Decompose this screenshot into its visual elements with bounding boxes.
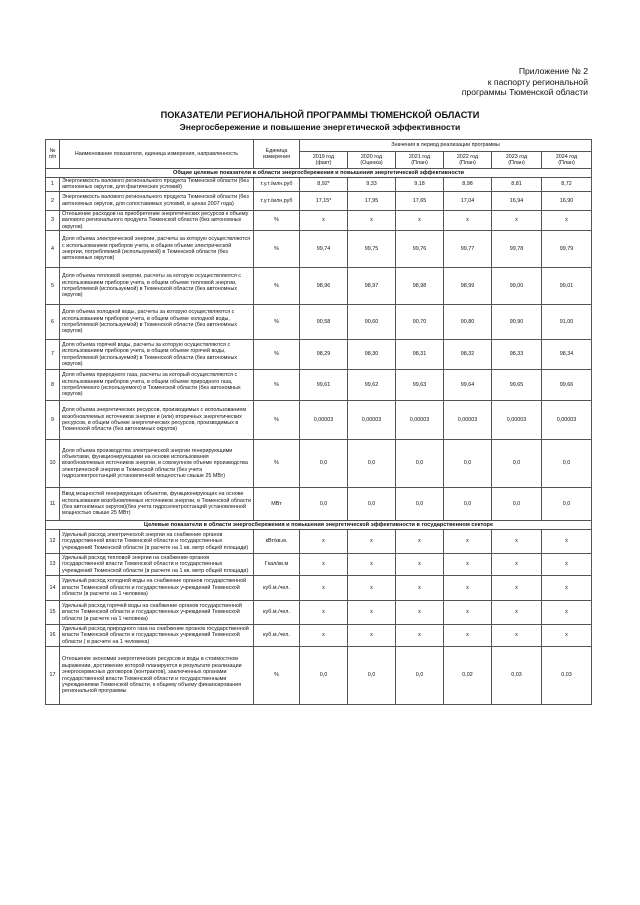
- indicator-value: x: [444, 530, 492, 554]
- table-row: [46, 440, 592, 488]
- indicator-value: 98,32: [444, 340, 492, 370]
- indicator-value: 0,0: [396, 440, 444, 488]
- indicator-name: Удельный расход природного газа на снабжение органов государственной власти Тюменской области и государственных учреждений Тюменской области ( в расчете на 1 человека): [60, 625, 254, 647]
- indicator-value: 0,0: [348, 488, 396, 521]
- indicator-value: 0,0: [542, 440, 592, 488]
- indicator-unit: кВт/кв.м.: [254, 530, 300, 554]
- indicator-value: 98,31: [396, 340, 444, 370]
- indicator-name: Удельный расход горячей воды на снабжение органов государственной власти Тюменской области и государственных учреждений Тюменской области (в расчете на 1 человека): [60, 601, 254, 625]
- indicator-value: x: [300, 530, 348, 554]
- indicator-value: x: [300, 576, 348, 601]
- section-header: [46, 521, 592, 530]
- row-number: 14: [46, 576, 60, 601]
- table-row: [46, 401, 592, 440]
- indicator-value: 99,65: [492, 370, 542, 401]
- indicator-name: Отношение расходов на приобретение энергетических ресурсов к объему валового регионального продукта Тюменской области (без автономных округов): [60, 210, 254, 230]
- indicator-value: x: [542, 210, 592, 230]
- indicator-name: Удельный расход тепловой энергии на снабжение органов государственной власти Тюменской области и государственных учреждений Тюменской области (в расчете на 1 кв. метр общей площади): [60, 554, 254, 576]
- indicator-value: 99,66: [542, 370, 592, 401]
- indicator-value: 0,0: [396, 647, 444, 705]
- indicator-value: x: [396, 576, 444, 601]
- table-row: [46, 647, 592, 705]
- table-row: [46, 601, 592, 625]
- section-header: [46, 169, 592, 178]
- indicator-value: 0,00003: [444, 401, 492, 440]
- table-row: [46, 268, 592, 305]
- section-title: Общие целевые показатели в области энергосбережения и повышения энергетической эффективности: [46, 169, 592, 178]
- table-row: [46, 576, 592, 601]
- indicator-value: x: [542, 625, 592, 647]
- row-number: 9: [46, 401, 60, 440]
- indicator-name: Удельный расход холодной воды на снабжение органов государственной власти Тюменской области и государственных учреждений Тюменской области (в расчете на 1 человека): [60, 576, 254, 601]
- indicator-value: 0,0: [300, 647, 348, 705]
- indicator-value: x: [444, 210, 492, 230]
- indicator-value: x: [348, 625, 396, 647]
- header-year-note: (Оценка): [360, 160, 383, 166]
- indicator-value: x: [492, 530, 542, 554]
- indicator-value: x: [542, 530, 592, 554]
- indicator-name: Доля объема природного газа, расчеты за который осуществляются с использованием приборов учета, в общем объеме природного газа, потребляемого (используемого) в Тюменской области (без автономных округов): [60, 370, 254, 401]
- indicator-value: 91,00: [542, 305, 592, 340]
- indicator-value: 17,95: [348, 191, 396, 210]
- indicator-name: Доля объема энергетических ресурсов, производимых с использованием возобновляемых источников энергии и (или) вторичных энергетических ресурсов, в общем объеме энергетических ресурсов, производимых в Тюменской области (без автономных округов): [60, 401, 254, 440]
- header-year-3: [396, 152, 444, 169]
- header-period: Значения в период реализации программы: [300, 140, 592, 152]
- indicator-value: 99,79: [542, 231, 592, 268]
- indicator-value: 0,03: [492, 647, 542, 705]
- indicator-unit: %: [254, 370, 300, 401]
- document-subtitle: Энергосбережение и повышение энергетической эффективности: [179, 122, 461, 132]
- indicator-name: Доля объема холодной воды, расчеты за которую осуществляются с использованием приборов учета, в общем объеме холодной воды, потребляемой (используемой) в Тюменской области (без автономных округов): [60, 305, 254, 340]
- indicator-value: x: [300, 625, 348, 647]
- indicator-value: 99,62: [348, 370, 396, 401]
- row-number: 8: [46, 370, 60, 401]
- header-year-2: [348, 152, 396, 169]
- row-number: 12: [46, 530, 60, 554]
- indicator-value: x: [492, 625, 542, 647]
- header-year-6: [542, 152, 592, 169]
- indicator-value: 9,33: [348, 178, 396, 192]
- indicator-value: 98,30: [348, 340, 396, 370]
- row-number: 5: [46, 268, 60, 305]
- indicators-table: [45, 139, 592, 705]
- table-row: [46, 231, 592, 268]
- indicator-unit: %: [254, 210, 300, 230]
- indicator-unit: %: [254, 231, 300, 268]
- header-year-note: (факт): [315, 160, 332, 166]
- indicator-value: x: [300, 554, 348, 576]
- indicator-value: x: [396, 601, 444, 625]
- indicator-value: 99,77: [444, 231, 492, 268]
- indicator-value: x: [396, 530, 444, 554]
- header-year-label: 2021 год: [408, 153, 431, 160]
- indicator-unit: %: [254, 305, 300, 340]
- indicator-unit: куб.м./чел.: [254, 601, 300, 625]
- indicator-value: x: [300, 210, 348, 230]
- header-year-note: (План): [459, 160, 476, 166]
- indicator-value: 8,92*: [300, 178, 348, 192]
- indicator-unit: %: [254, 268, 300, 305]
- indicator-name: Доля объема тепловой энергии, расчеты за которую осуществляются с использованием приборов учета, в общем объеме тепловой энергии, потребляемой (используемой) в Тюменской области (без автономных округов): [60, 268, 254, 305]
- indicator-value: 17,65: [396, 191, 444, 210]
- row-number: 10: [46, 440, 60, 488]
- indicator-value: x: [444, 576, 492, 601]
- indicator-name: Энергоемкость валового регионального продукта Тюменской области (без автономных округов, для сопоставимых условий, в ценах 2007 года): [60, 191, 254, 210]
- annex-line-3: программы Тюменской области: [461, 87, 588, 98]
- header-year-label: 2022 год: [456, 153, 479, 160]
- indicator-value: x: [492, 554, 542, 576]
- indicator-value: 90,70: [396, 305, 444, 340]
- indicator-value: 99,61: [300, 370, 348, 401]
- header-name: Наименование показателя, единица измерения, направленность: [60, 140, 254, 169]
- indicator-value: 0,0: [542, 488, 592, 521]
- table-row: [46, 210, 592, 230]
- indicator-unit: Гкал/кв.м: [254, 554, 300, 576]
- indicator-value: 16,90: [542, 191, 592, 210]
- indicator-value: x: [444, 554, 492, 576]
- indicator-value: x: [396, 210, 444, 230]
- indicator-value: 99,75: [348, 231, 396, 268]
- row-number: 1: [46, 178, 60, 192]
- indicator-value: 98,96: [300, 268, 348, 305]
- row-number: 17: [46, 647, 60, 705]
- indicator-value: 0,02: [444, 647, 492, 705]
- indicator-value: 99,01: [542, 268, 592, 305]
- section-title: Целевые показатели в области энергосбережения и повышения энергетической эффективности в государственном секторе: [46, 521, 592, 530]
- header-year-label: 2020 год: [360, 153, 383, 160]
- table-row: [46, 370, 592, 401]
- indicator-unit: т.у.т./млн.руб: [254, 178, 300, 192]
- indicator-value: 99,76: [396, 231, 444, 268]
- table-row: [46, 191, 592, 210]
- indicator-value: 90,60: [348, 305, 396, 340]
- indicator-value: x: [492, 601, 542, 625]
- table-row: [46, 488, 592, 521]
- indicator-unit: %: [254, 647, 300, 705]
- row-number: 4: [46, 231, 60, 268]
- indicator-name: Доля объема электрической энергии, расчеты за которую осуществляются с использованием приборов учета, в общем объеме электрической энергии, потребляемой (используемой) в Тюменской области (без автономных округов): [60, 231, 254, 268]
- document-title: ПОКАЗАТЕЛИ РЕГИОНАЛЬНОЙ ПРОГРАММЫ ТЮМЕНСКОЙ ОБЛАСТИ: [160, 110, 480, 120]
- indicator-value: 98,97: [348, 268, 396, 305]
- indicator-value: 90,90: [492, 305, 542, 340]
- indicator-value: 8,98: [444, 178, 492, 192]
- annex-line-1: Приложение № 2: [518, 66, 588, 76]
- indicator-value: 16,94: [492, 191, 542, 210]
- indicator-name: Доля объема производства электрической энергии генерирующими объектами, функционирующими на основе использования возобновляемых источников энергии, в совокупном объеме производства электрической энергии в Тюменской области (без учета гидроэлектростанций установленной мощностью свыше 25 МВт): [60, 440, 254, 488]
- indicator-value: 99,64: [444, 370, 492, 401]
- indicator-value: x: [396, 625, 444, 647]
- header-year-label: 2019 год: [312, 153, 335, 160]
- indicator-value: 0,00003: [492, 401, 542, 440]
- header-year-note: (План): [558, 160, 575, 166]
- row-number: 13: [46, 554, 60, 576]
- header-year-label: 2023 год: [505, 153, 528, 160]
- indicator-value: 0,0: [348, 440, 396, 488]
- header-year-4: [444, 152, 492, 169]
- table-row: [46, 625, 592, 647]
- indicator-value: 0,0: [300, 488, 348, 521]
- indicator-value: x: [348, 554, 396, 576]
- indicator-value: x: [542, 554, 592, 576]
- indicator-name: Отношение экономии энергетических ресурсов и воды в стоимостном выражении, достижение которой планируется в результате реализации энергосервисных договоров (контрактов), заключенных органами государственной власти Тюменской области и государственными учреждениями Тюменской области, к общему объему финансирования региональной программы: [60, 647, 254, 705]
- indicator-value: x: [348, 210, 396, 230]
- indicator-value: x: [300, 601, 348, 625]
- header-year-note: (План): [508, 160, 525, 166]
- header-year-label: 2024 год: [555, 153, 578, 160]
- indicator-value: x: [348, 576, 396, 601]
- table-row: [46, 530, 592, 554]
- indicator-value: 0,0: [444, 440, 492, 488]
- indicator-value: 98,98: [396, 268, 444, 305]
- indicator-value: x: [542, 601, 592, 625]
- header-num: № п/п: [46, 140, 60, 169]
- row-number: 6: [46, 305, 60, 340]
- indicator-value: 0,0: [492, 440, 542, 488]
- indicator-value: 90,58: [300, 305, 348, 340]
- indicator-value: x: [444, 601, 492, 625]
- indicator-value: 99,78: [492, 231, 542, 268]
- indicator-value: 17,04: [444, 191, 492, 210]
- indicator-value: 99,74: [300, 231, 348, 268]
- header-year-1: [300, 152, 348, 169]
- row-number: 2: [46, 191, 60, 210]
- indicator-value: 0,0: [348, 647, 396, 705]
- table-row: [46, 340, 592, 370]
- indicator-unit: куб.м./чел.: [254, 625, 300, 647]
- indicator-unit: куб.м./чел.: [254, 576, 300, 601]
- indicator-name: Энергоемкость валового регионального продукта Тюменской области (без автономных округов, для фактических условий): [60, 178, 254, 192]
- indicator-value: 0,03: [542, 647, 592, 705]
- indicator-value: 9,18: [396, 178, 444, 192]
- row-number: 16: [46, 625, 60, 647]
- indicator-value: 0,0: [492, 488, 542, 521]
- row-number: 15: [46, 601, 60, 625]
- indicator-unit: %: [254, 340, 300, 370]
- indicator-name: Доля объема горячей воды, расчеты за которую осуществляются с использованием приборов учета, в общем объеме горячей воды, потребляемой (используемой) в Тюменской области (без автономных округов): [60, 340, 254, 370]
- indicator-value: 0,00003: [300, 401, 348, 440]
- indicator-value: 98,34: [542, 340, 592, 370]
- indicator-value: 98,99: [444, 268, 492, 305]
- indicator-value: 98,33: [492, 340, 542, 370]
- table-row: [46, 305, 592, 340]
- indicator-name: Удельный расход электрической энергии на снабжение органов государственной власти Тюменской области и государственных учреждений Тюменской области (в расчете на 1 кв. метр общей площади): [60, 530, 254, 554]
- indicator-value: x: [348, 601, 396, 625]
- indicator-unit: %: [254, 440, 300, 488]
- indicator-value: 0,00003: [396, 401, 444, 440]
- annex-line-2: к паспорту региональной: [487, 76, 588, 87]
- indicator-value: x: [542, 576, 592, 601]
- indicator-name: Ввод мощностей генерирующих объектов, функционирующих на основе использования возобновляемых источников энергии, в Тюменской области (без автономных округов)(без учета гидроэлектростанций установленной мощностью свыше 25 МВт): [60, 488, 254, 521]
- header-unit: Единица измерения: [254, 140, 300, 169]
- header-year-note: (План): [411, 160, 428, 166]
- indicator-value: 0,0: [396, 488, 444, 521]
- row-number: 11: [46, 488, 60, 521]
- indicator-unit: т.у.т./млн.руб: [254, 191, 300, 210]
- indicator-value: 99,63: [396, 370, 444, 401]
- indicator-value: 99,00: [492, 268, 542, 305]
- header-year-5: [492, 152, 542, 169]
- indicator-value: 0,00003: [542, 401, 592, 440]
- table-row: [46, 554, 592, 576]
- indicator-value: 8,81: [492, 178, 542, 192]
- indicator-value: x: [492, 576, 542, 601]
- indicator-value: 98,29: [300, 340, 348, 370]
- indicator-unit: %: [254, 401, 300, 440]
- row-number: 7: [46, 340, 60, 370]
- annex-note: [388, 66, 588, 98]
- indicator-value: x: [444, 625, 492, 647]
- indicator-value: 0,0: [444, 488, 492, 521]
- row-number: 3: [46, 210, 60, 230]
- table-row: [46, 178, 592, 192]
- indicator-value: 8,72: [542, 178, 592, 192]
- indicator-value: x: [492, 210, 542, 230]
- indicator-value: 0,0: [300, 440, 348, 488]
- indicator-value: x: [396, 554, 444, 576]
- indicator-value: 90,80: [444, 305, 492, 340]
- indicator-unit: МВт: [254, 488, 300, 521]
- indicator-value: x: [348, 530, 396, 554]
- indicator-value: 0,00003: [348, 401, 396, 440]
- indicator-value: 17,15*: [300, 191, 348, 210]
